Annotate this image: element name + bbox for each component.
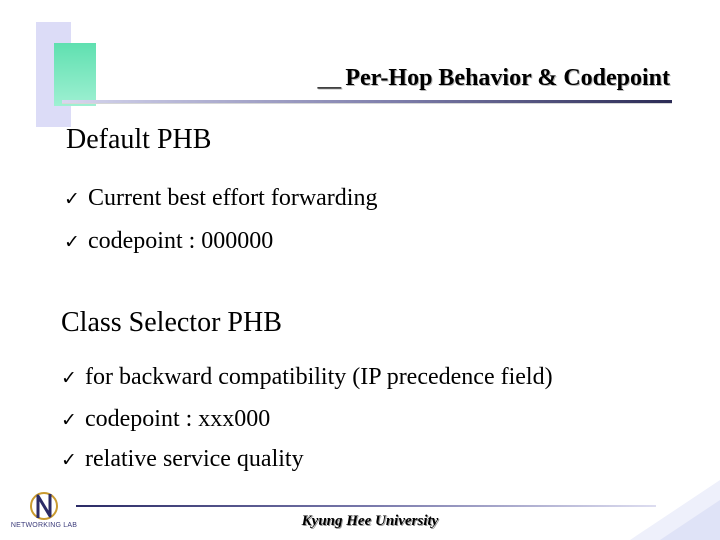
slide-title-text: Per-Hop Behavior & Codepoint [345, 65, 670, 91]
list-item [61, 364, 553, 391]
decorative-green-block [54, 43, 96, 106]
checkmark-icon: ✓ [64, 188, 80, 210]
list-item-text: for backward compatibility (IP precedence field) [85, 364, 553, 390]
checkmark-icon: ✓ [61, 409, 77, 431]
checkmark-icon: ✓ [64, 231, 80, 253]
section-heading-class-selector-phb: Class Selector PHB [61, 307, 282, 338]
section-heading-default-phb: Default PHB [66, 124, 212, 155]
checkmark-icon: ✓ [61, 449, 77, 471]
list-item [64, 185, 377, 212]
footer-rule [76, 505, 656, 507]
logo-label: NETWORKING LAB [10, 522, 78, 529]
title-bullet-icon: ⸏ [317, 65, 342, 91]
list-item [61, 406, 270, 433]
slide-title [250, 60, 670, 93]
list-item [61, 446, 304, 473]
corner-decoration-icon [630, 480, 720, 540]
footer-university: Kyung Hee University [301, 513, 439, 529]
networking-lab-logo [8, 490, 80, 536]
checkmark-icon: ✓ [61, 367, 77, 389]
list-item-text: Current best effort forwarding [88, 185, 378, 211]
list-item-text: codepoint : xxx000 [85, 406, 271, 432]
networking-lab-logo-icon [8, 490, 80, 524]
list-item-text: codepoint : 000000 [88, 228, 274, 254]
title-underline-shadow [62, 103, 672, 104]
list-item [64, 228, 273, 255]
list-item-text: relative service quality [85, 446, 304, 472]
